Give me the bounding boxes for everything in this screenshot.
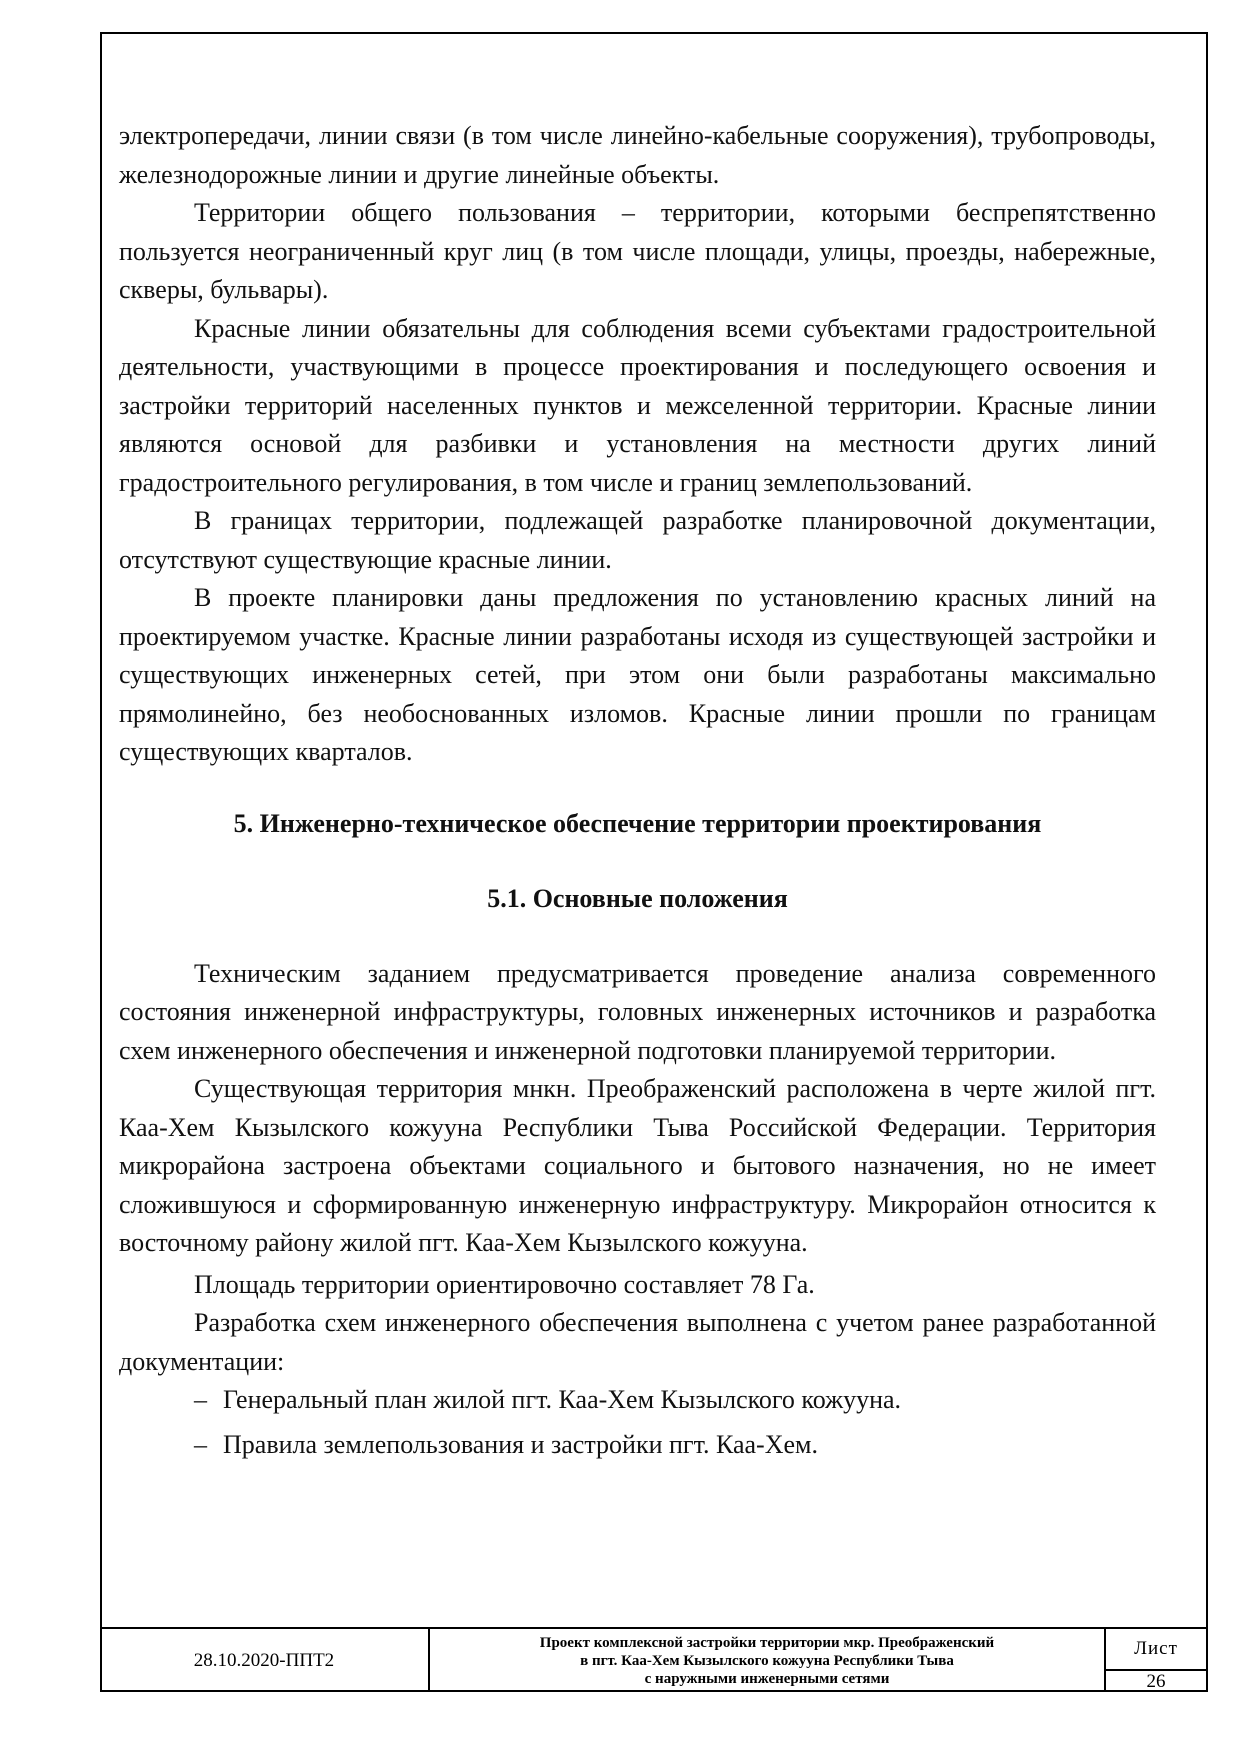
list-item-text: Правила землепользования и застройки пгт. Каа-Хем.: [223, 1430, 818, 1459]
paragraph-existing-territory: Существующая территория мнкн. Преображенский расположена в черте жилой пгт. Каа-Хем Кызылского кожууна Республики Тыва Российской Федерации. Территория микрорайона застроена объектами социального и бытового назначения, но не имеет сложившуюся и сформированную инженерную инфраструктуру. Микрорайон относится к восточному району жилой пгт. Каа-Хем Кызылского кожууна.: [119, 1074, 1156, 1257]
section-heading: 5. Инженерно-техническое обеспечение территории проектирования: [233, 808, 1042, 838]
paragraph-public-territories: Территории общего пользования – территории, которыми беспрепятственно пользуется неограниченный круг лиц (в том числе площади, улицы, проезды, набережные, скверы, бульвары).: [119, 198, 1156, 304]
paragraph-power-lines: электропередачи, линии связи (в том числе линейно-кабельные сооружения), трубопроводы, железнодорожные линии и другие линейные объекты.: [119, 121, 1156, 189]
document-code-text: 28.10.2020-ППТ2: [193, 1649, 335, 1671]
project-title-line: в пгт. Каа-Хем Кызылского кожууна Республики Тыва: [580, 1653, 954, 1669]
list-item: [119, 1381, 1156, 1420]
document-body: [119, 117, 1156, 1465]
project-title: [430, 1629, 1106, 1692]
paragraph-no-existing-red-lines: В границах территории, подлежащей разработке планировочной документации, отсутствуют существующие красные линии.: [119, 506, 1156, 574]
sheet-box: [1106, 1629, 1206, 1692]
sheet-number: 26: [1146, 1670, 1166, 1692]
sheet-label: Лист: [1106, 1629, 1206, 1671]
title-block: [100, 1627, 1208, 1692]
list-item: [119, 1426, 1156, 1465]
subsection-heading: 5.1. Основные положения: [487, 884, 788, 913]
paragraph-documentation: Разработка схем инженерного обеспечения выполнена с учетом ранее разработанной документации:: [119, 1308, 1156, 1376]
project-title-line: Проект комплексной застройки территории мкр. Преображенский: [539, 1635, 995, 1651]
list-item-text: Генеральный план жилой пгт. Каа-Хем Кызылского кожууна.: [223, 1385, 902, 1414]
paragraph-red-lines-proposal: В проекте планировки даны предложения по установлению красных линий на проектируемом участке. Красные линии разработаны исходя из существующей застройки и существующих инженерных сетей, при этом они были разработаны максимально прямолинейно, без необоснованных изломов. Красные линии прошли по границам существующих кварталов.: [119, 583, 1156, 766]
bullet-dash: –: [194, 1430, 207, 1459]
document-code: [100, 1629, 430, 1692]
documentation-list: [119, 1381, 1156, 1465]
bullet-dash: –: [194, 1385, 207, 1414]
paragraph-technical-task: Техническим заданием предусматривается проведение анализа современного состояния инженерной инфраструктуры, головных инженерных источников и разработка схем инженерного обеспечения и инженерной подготовки планируемой территории.: [119, 958, 1156, 1065]
paragraph-area: Площадь территории ориентировочно составляет 78 Га.: [194, 1269, 815, 1299]
project-title-line: с наружными инженерными сетями: [644, 1671, 890, 1687]
paragraph-red-lines-mandatory: Красные линии обязательны для соблюдения всеми субъектами градостроительной деятельности, участвующими в процессе проектирования и последующего освоения и застройки территорий населенных пунктов и межселенной территории. Красные линии являются основой для разбивки и установления на местности других линий градостроительного регулирования, в том числе и границ землепользований.: [119, 313, 1156, 497]
